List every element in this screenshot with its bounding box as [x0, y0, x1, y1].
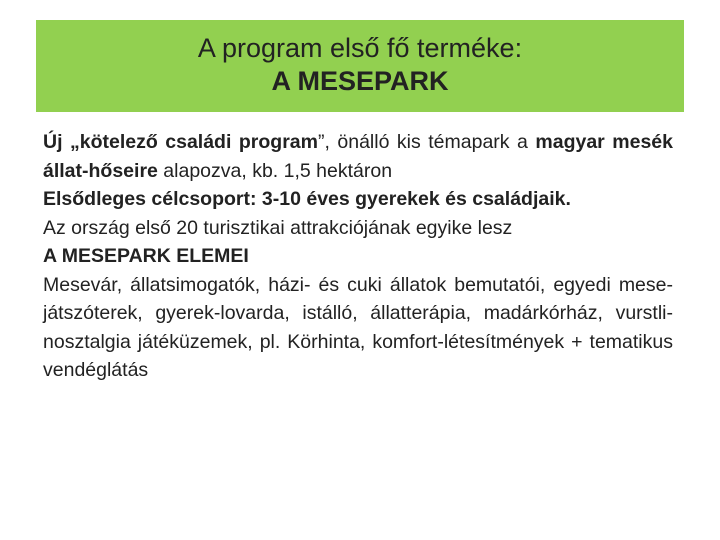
- elements-heading: A MESEPARK ELEMEI: [43, 245, 249, 267]
- elements-list-paragraph: Mesevár, állatsimogatók, házi- és cuki állatok bemutatói, egyedi mese-játszóterek, gyerek-lovarda, istálló, állatterápia, madárkórház, vurstli-nosztalgia játéküzemek, pl. Körhinta, komfort-létesítmények + tematikus vendéglátás: [43, 273, 673, 381]
- title-line-1: A program első fő terméke:: [197, 33, 523, 63]
- title-line-2: A MESEPARK: [271, 66, 449, 96]
- title-banner: [36, 20, 684, 112]
- intro-bold-1: Új „kötelező családi program: [43, 131, 318, 153]
- intro-text-1: ”, önálló kis témapark a: [317, 131, 536, 153]
- intro-text-2: alapozva, kb. 1,5 hektáron: [157, 159, 393, 182]
- body-content: [43, 128, 673, 385]
- target-group-paragraph: Elsődleges célcsoport: 3-10 éves gyerekek és családjaik.: [43, 188, 571, 210]
- intro-bold-2: magyar mesék állat-hőseire: [43, 131, 673, 182]
- attraction-paragraph: Az ország első 20 turisztikai attrakciójának egyike lesz: [43, 216, 513, 239]
- intro-paragraph: [43, 128, 673, 185]
